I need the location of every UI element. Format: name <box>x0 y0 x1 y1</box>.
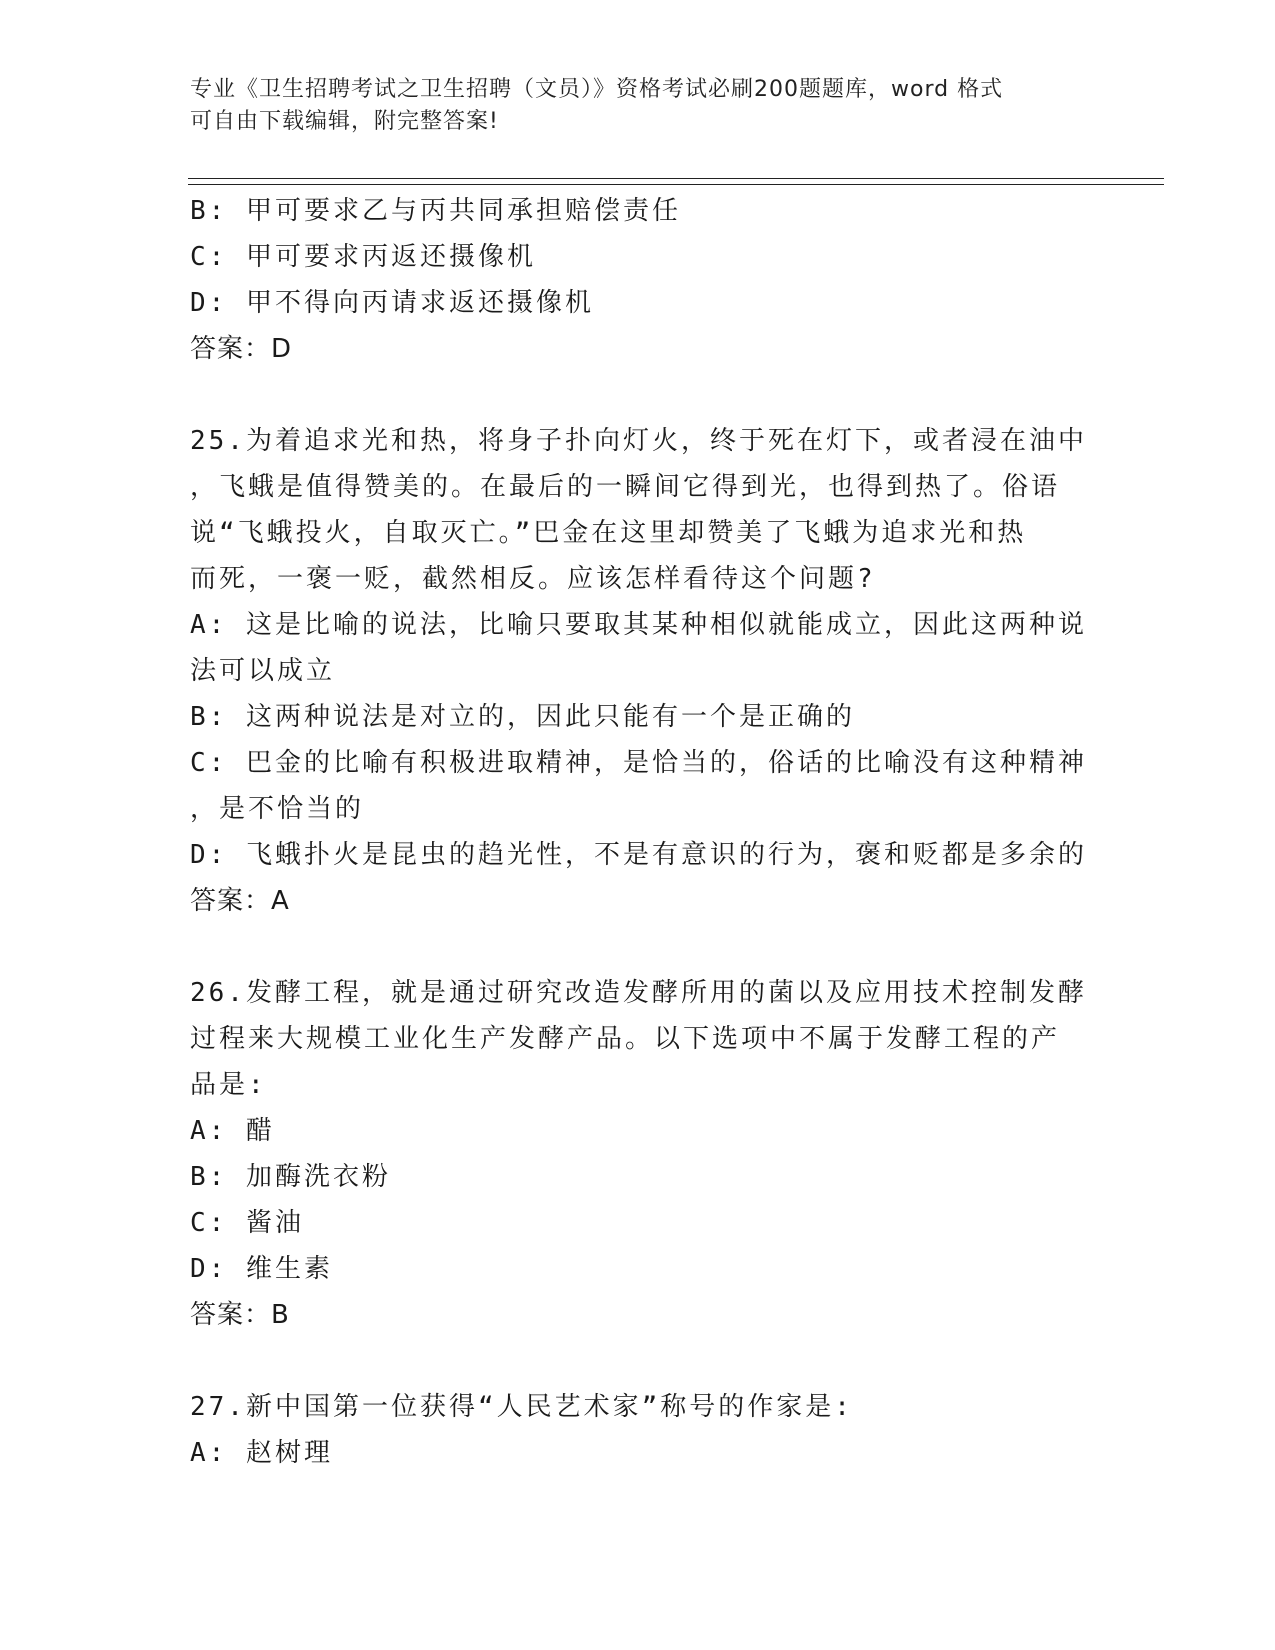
option-d: D: 飞蛾扑火是昆虫的趋光性，不是有意识的行为，褒和贬都是多余的 <box>190 840 1087 870</box>
spacer <box>190 372 1090 418</box>
option-b: B: 加酶洗衣粉 <box>190 1162 391 1192</box>
option-a: A: 赵树理 <box>190 1438 333 1468</box>
question-stem-line: 说“飞蛾投火，自取灭亡。”巴金在这里却赞美了飞蛾为追求光和热 <box>190 518 1027 548</box>
header-rule-bottom <box>188 184 1164 185</box>
option-b: B: 这两种说法是对立的，因此只能有一个是正确的 <box>190 702 855 732</box>
document-header <box>190 74 1070 138</box>
spacer <box>190 1338 1090 1384</box>
answer: 答案：D <box>190 334 293 364</box>
header-line-1: 专业《卫生招聘考试之卫生招聘（文员）》资格考试必刷200题题库，word 格式 <box>190 77 1004 102</box>
question-stem-line: 25.为着追求光和热，将身子扑向灯火，终于死在灯下，或者浸在油中 <box>190 426 1087 456</box>
option-c: C: 甲可要求丙返还摄像机 <box>190 242 536 272</box>
option-a: A: 这是比喻的说法，比喻只要取其某种相似就能成立，因此这两种说 <box>190 610 1087 640</box>
header-line-2: 可自由下载编辑，附完整答案! <box>190 109 499 134</box>
question-stem-line: ，飞蛾是值得赞美的。在最后的一瞬间它得到光，也得到热了。俗语 <box>190 472 1061 502</box>
header-rule-top <box>188 178 1164 179</box>
question-27 <box>190 1384 1090 1476</box>
answer: 答案：A <box>190 886 290 916</box>
option-a: A: 醋 <box>190 1116 275 1146</box>
question-stem-line: 26.发酵工程，就是通过研究改造发酵所用的菌以及应用技术控制发酵 <box>190 978 1087 1008</box>
spacer <box>190 924 1090 970</box>
option-c: C: 巴金的比喻有积极进取精神，是恰当的，俗话的比喻没有这种精神 <box>190 748 1087 778</box>
question-list <box>190 188 1090 1476</box>
option-c-continued: ，是不恰当的 <box>190 794 365 824</box>
question-stem-line: 品是: <box>190 1070 267 1100</box>
option-b: B: 甲可要求乙与丙共同承担赔偿责任 <box>190 196 681 226</box>
option-d: D: 维生素 <box>190 1254 333 1284</box>
option-c: C: 酱油 <box>190 1208 304 1238</box>
question-24 <box>190 188 1090 372</box>
question-25 <box>190 418 1090 924</box>
question-stem-line: 27.新中国第一位获得“人民艺术家”称号的作家是: <box>190 1392 853 1422</box>
question-26 <box>190 970 1090 1338</box>
option-d: D: 甲不得向丙请求返还摄像机 <box>190 288 594 318</box>
question-stem-line: 过程来大规模工业化生产发酵产品。以下选项中不属于发酵工程的产 <box>190 1024 1061 1054</box>
answer: 答案：B <box>190 1300 290 1330</box>
option-a-continued: 法可以成立 <box>190 656 336 686</box>
question-stem-line: 而死，一褒一贬，截然相反。应该怎样看待这个问题? <box>190 564 876 594</box>
